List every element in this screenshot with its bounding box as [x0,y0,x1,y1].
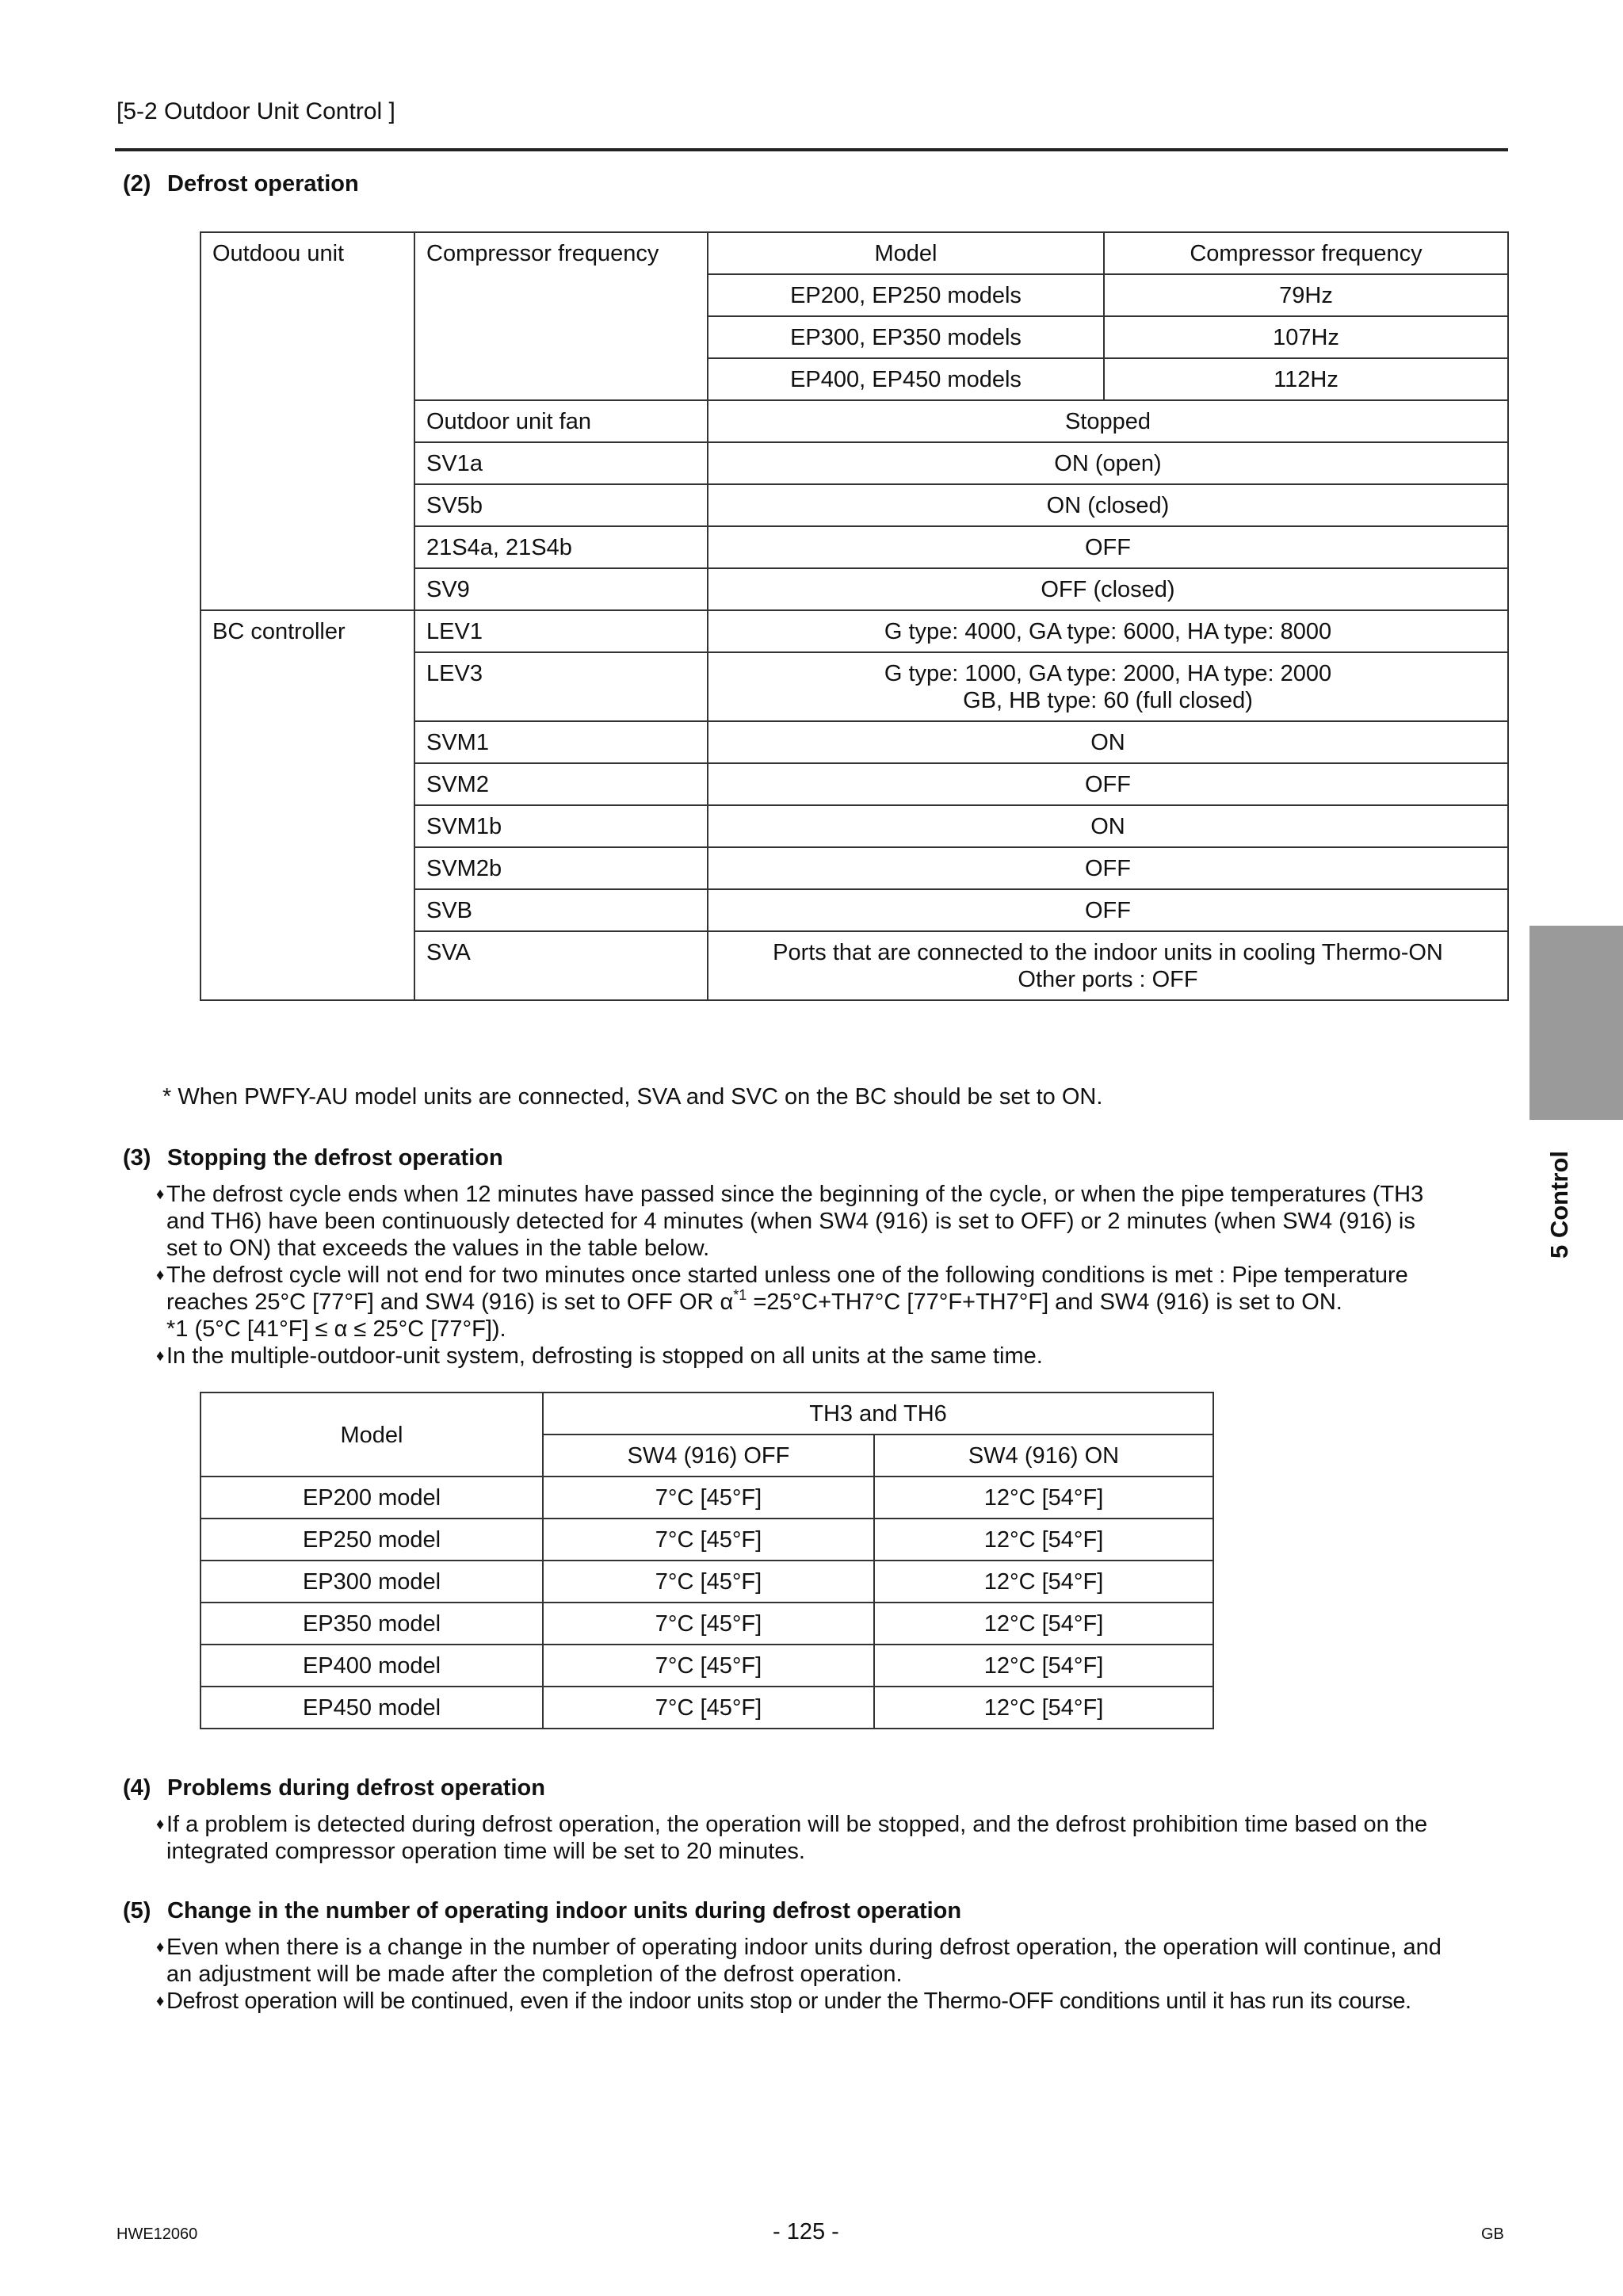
bullet-diamond-icon: ♦ [156,1266,165,1284]
empty-cell [200,400,414,442]
empty-cell [200,652,414,721]
section-4-heading [123,1775,545,1801]
off-temp-cell: 7°C [45°F] [543,1519,874,1561]
value-line: Ports that are connected to the indoor units in cooling Thermo-ON [773,940,1443,965]
item-cell: SVA [414,931,708,1000]
table-row [200,484,1508,526]
empty-cell [200,316,414,358]
page-header-title: [5-2 Outdoor Unit Control ] [116,98,395,124]
model-cell: EP250 model [200,1519,543,1561]
bullet-line: set to ON) that exceeds the values in the table below. [166,1236,710,1261]
empty-cell [200,721,414,763]
compressor-label-cell: Compressor frequency [414,232,708,274]
section-3-heading [123,1145,503,1171]
model-cell: EP200, EP250 models [708,274,1104,316]
table-row [200,568,1508,610]
freq-cell: 79Hz [1104,274,1508,316]
bullet-line: Even when there is a change in the number of operating indoor units during defrost operation, the operation will continue, and [166,1935,1442,1960]
empty-cell [200,931,414,1000]
value-cell [708,652,1508,721]
table-row [200,1603,1213,1645]
value-line: GB, HB type: 60 (full closed) [963,688,1253,713]
table-row [200,274,1508,316]
footer-doc-code: HWE12060 [116,2225,198,2243]
value-cell: ON [708,805,1508,847]
empty-cell [414,358,708,400]
bullet-line: an adjustment will be made after the completion of the defrost operation. [166,1962,903,1987]
table-row [200,1687,1213,1729]
section-4-bullets [158,1811,1506,1865]
table-row [200,316,1508,358]
section-5-number: (5) [123,1898,151,1924]
freq-header-cell: Compressor frequency [1104,232,1508,274]
model-cell: EP350 model [200,1603,543,1645]
off-temp-cell: 7°C [45°F] [543,1603,874,1645]
section-2-number: (2) [123,171,151,197]
bullet-item [158,1934,1514,1988]
bullet-diamond-icon: ♦ [156,1816,165,1833]
bullet-line: integrated compressor operation time will be set to 20 minutes. [166,1839,805,1864]
value-cell: OFF [708,526,1508,568]
model-header-cell: Model [200,1392,543,1477]
section-2-heading [123,171,359,197]
bullet-diamond-icon: ♦ [156,1992,164,2010]
table-row [200,232,1508,274]
chapter-side-tab [1529,926,1623,1120]
bullet-diamond-icon: ♦ [156,1939,165,1956]
bullet-line: and TH6) have been continuously detected for 4 minutes (when SW4 (916) is set to OFF) or 2 minutes (when SW4 (916) is [166,1209,1415,1234]
model-cell: EP400, EP450 models [708,358,1104,400]
table-row [200,1645,1213,1687]
off-temp-cell: 7°C [45°F] [543,1687,874,1729]
table-row [200,652,1508,721]
value-cell: ON (open) [708,442,1508,484]
value-cell: OFF [708,847,1508,889]
on-temp-cell: 12°C [54°F] [874,1687,1213,1729]
table-row [200,931,1508,1000]
item-cell: SVM1b [414,805,708,847]
bullet-text: reaches 25°C [77°F] and SW4 (916) is set to OFF OR α [166,1289,734,1315]
pwfy-note: * When PWFY-AU model units are connected, SVA and SVC on the BC should be set to ON. [162,1084,1103,1110]
section-4-number: (4) [123,1775,151,1801]
empty-cell [200,847,414,889]
defrost-end-temperature-table [200,1392,1214,1729]
sw-on-header-cell: SW4 (916) ON [874,1435,1213,1477]
table-row [200,1561,1213,1603]
table-row [200,721,1508,763]
value-cell: Stopped [708,400,1508,442]
bullet-item [158,1343,1506,1370]
bullet-line: If a problem is detected during defrost operation, the operation will be stopped, and the defrost prohibition time based on the [166,1812,1428,1837]
value-cell: G type: 4000, GA type: 6000, HA type: 8000 [708,610,1508,652]
item-cell: 21S4a, 21S4b [414,526,708,568]
value-line: Other ports : OFF [1018,967,1198,992]
footnote-ref: *1 [733,1287,747,1303]
value-cell: OFF (closed) [708,568,1508,610]
freq-cell: 112Hz [1104,358,1508,400]
on-temp-cell: 12°C [54°F] [874,1603,1213,1645]
item-cell: SV9 [414,568,708,610]
bullet-item [158,1262,1506,1343]
chapter-side-label-text: 5 Control [1545,1150,1573,1259]
section-5-bullets [158,1934,1514,2015]
on-temp-cell: 12°C [54°F] [874,1561,1213,1603]
off-temp-cell: 7°C [45°F] [543,1561,874,1603]
header-rule [115,148,1508,151]
chapter-side-label [1536,1141,1583,1268]
table-row [200,400,1508,442]
table-row [200,610,1508,652]
section-3-bullets [158,1181,1506,1370]
empty-cell [200,274,414,316]
table-row [200,805,1508,847]
value-cell [708,931,1508,1000]
empty-cell [200,889,414,931]
section-4-title: Problems during defrost operation [167,1775,545,1801]
model-cell: EP300 model [200,1561,543,1603]
table-row [200,1477,1213,1519]
empty-cell [200,805,414,847]
bullet-text: =25°C+TH7°C [77°F+TH7°F] and SW4 (916) is set to ON. [747,1289,1342,1315]
bullet-diamond-icon: ♦ [156,1347,165,1365]
bullet-line: Defrost operation will be continued, even if the indoor units stop or under the Thermo-OFF conditions until it has run its course. [166,1988,1411,2014]
table-row [200,889,1508,931]
group-cell-bc: BC controller [200,610,414,652]
sw-off-header-cell: SW4 (916) OFF [543,1435,874,1477]
value-line: G type: 1000, GA type: 2000, HA type: 2000 [884,661,1332,686]
bullet-line: The defrost cycle will not end for two minutes once started unless one of the following conditions is met : Pipe temperature [166,1263,1408,1288]
item-cell: SVM1 [414,721,708,763]
model-cell: EP200 model [200,1477,543,1519]
freq-cell: 107Hz [1104,316,1508,358]
table-row [200,1519,1213,1561]
table-row [200,442,1508,484]
section-5-title: Change in the number of operating indoor units during defrost operation [167,1898,962,1924]
footer-region: GB [1481,2225,1504,2243]
table-row [200,358,1508,400]
empty-cell [200,568,414,610]
empty-cell [200,484,414,526]
item-cell: LEV1 [414,610,708,652]
group-cell-outdoor: Outdoou unit [200,232,414,274]
bullet-item [158,1988,1514,2015]
item-cell: SVM2b [414,847,708,889]
bullet-line: The defrost cycle ends when 12 minutes have passed since the beginning of the cycle, or when the pipe temperatures (TH3 [166,1182,1424,1207]
group-header-cell: TH3 and TH6 [543,1392,1213,1435]
off-temp-cell: 7°C [45°F] [543,1645,874,1687]
item-cell: LEV3 [414,652,708,721]
value-cell: OFF [708,889,1508,931]
section-5-heading [123,1898,961,1924]
bullet-item [158,1181,1506,1262]
item-cell: SVM2 [414,763,708,805]
item-cell: SV1a [414,442,708,484]
on-temp-cell: 12°C [54°F] [874,1477,1213,1519]
on-temp-cell: 12°C [54°F] [874,1519,1213,1561]
bullet-line: In the multiple-outdoor-unit system, defrosting is stopped on all units at the same time. [166,1343,1043,1369]
table-row [200,847,1508,889]
table-row [200,1392,1213,1435]
bullet-item [158,1811,1506,1865]
section-3-number: (3) [123,1145,151,1171]
empty-cell [414,316,708,358]
empty-cell [414,274,708,316]
empty-cell [200,763,414,805]
model-cell: EP400 model [200,1645,543,1687]
value-cell: OFF [708,763,1508,805]
bullet-line [166,1289,1506,1316]
on-temp-cell: 12°C [54°F] [874,1645,1213,1687]
footer-page-number: - 125 - [773,2219,839,2244]
value-cell: ON [708,721,1508,763]
model-cell: EP450 model [200,1687,543,1729]
table-row [200,763,1508,805]
section-2-title: Defrost operation [167,171,359,197]
bullet-diamond-icon: ♦ [156,1186,165,1203]
empty-cell [200,526,414,568]
section-3-title: Stopping the defrost operation [167,1145,503,1171]
off-temp-cell: 7°C [45°F] [543,1477,874,1519]
value-cell: ON (closed) [708,484,1508,526]
defrost-operation-table [200,231,1509,1001]
item-cell: Outdoor unit fan [414,400,708,442]
item-cell: SVB [414,889,708,931]
model-cell: EP300, EP350 models [708,316,1104,358]
empty-cell [200,358,414,400]
table-row [200,526,1508,568]
item-cell: SV5b [414,484,708,526]
empty-cell [200,442,414,484]
bullet-line: *1 (5°C [41°F] ≤ α ≤ 25°C [77°F]). [166,1316,506,1342]
model-header-cell: Model [708,232,1104,274]
